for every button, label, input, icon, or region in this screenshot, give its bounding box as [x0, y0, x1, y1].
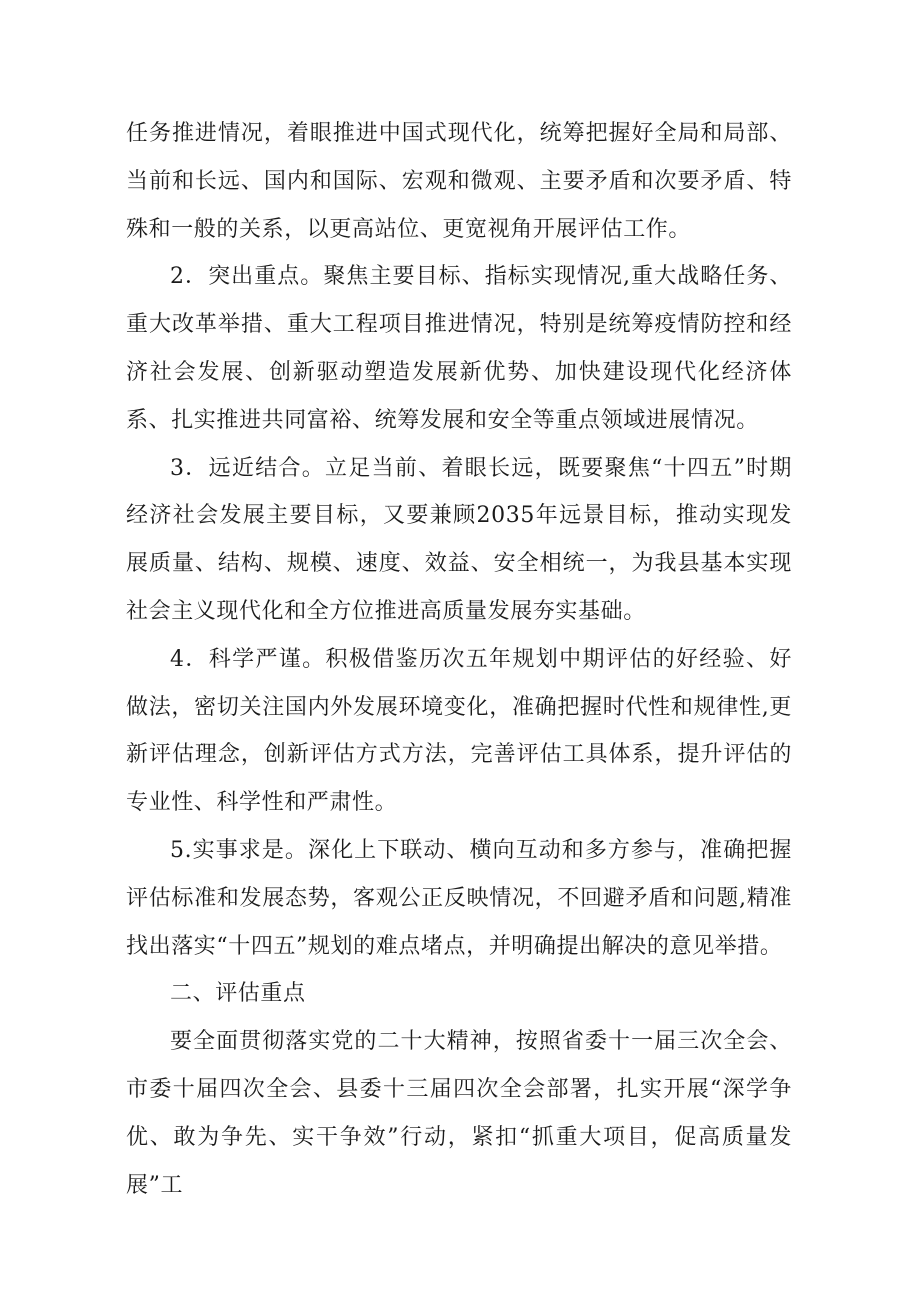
paragraph-scientific-rigor: 4．科学严谨。积极借鉴历次五年规划中期评估的好经验、好做法，密切关注国内外发展环境变化，准确把握时代性和规律性,更新评估理念，创新评估方式方法，完善评估工具体系，提升评估的专业性、科学性和严肃性。 [126, 646, 792, 816]
section-heading-evaluation-focus: 二、评估重点 [170, 981, 306, 1007]
paragraph-continuation: 任务推进情况，着眼推进中国式现代化，统筹把握好全局和局部、当前和长远、国内和国际、宏观和微观、主要矛盾和次要矛盾、特殊和一般的关系，以更高站位、更宽视角开展评估工作。 [126, 121, 792, 242]
paragraph-highlight-key-points: 2．突出重点。聚焦主要目标、指标实现情况,重大战略任务、重大改革举措、重大工程项目推进情况，特别是统筹疫情防控和经济社会发展、创新驱动塑造发展新优势、加快建设现代化经济体系、扎实推进共同富裕、统筹发展和安全等重点领域进展情况。 [126, 264, 792, 433]
document-body [126, 110, 792, 1209]
paragraph-implementation: 要全面贯彻落实党的二十大精神，按照省委十一届三次全会、市委十届四次全会、县委十三届四次全会部署，扎实开展“深学争优、敢为争先、实干争效”行动，紧扣“抓重大项目，促高质量发展”工 [126, 1029, 792, 1198]
paragraph-seek-truth: 5.实事求是。深化上下联动、横向互动和多方参与，准确把握评估标准和发展态势，客观公正反映情况，不回避矛盾和问题,精准找出落实“十四五”规划的难点堵点，并明确提出解决的意见举措。 [126, 837, 792, 959]
paragraph-near-and-far: 3．远近结合。立足当前、着眼长远，既要聚焦“十四五”时期经济社会发展主要目标，又要兼顾2035年远景目标，推动实现发展质量、结构、规模、速度、效益、安全相统一，为我县基本实现社会主义现代化和全方位推进高质量发展夯实基础。 [126, 455, 792, 624]
